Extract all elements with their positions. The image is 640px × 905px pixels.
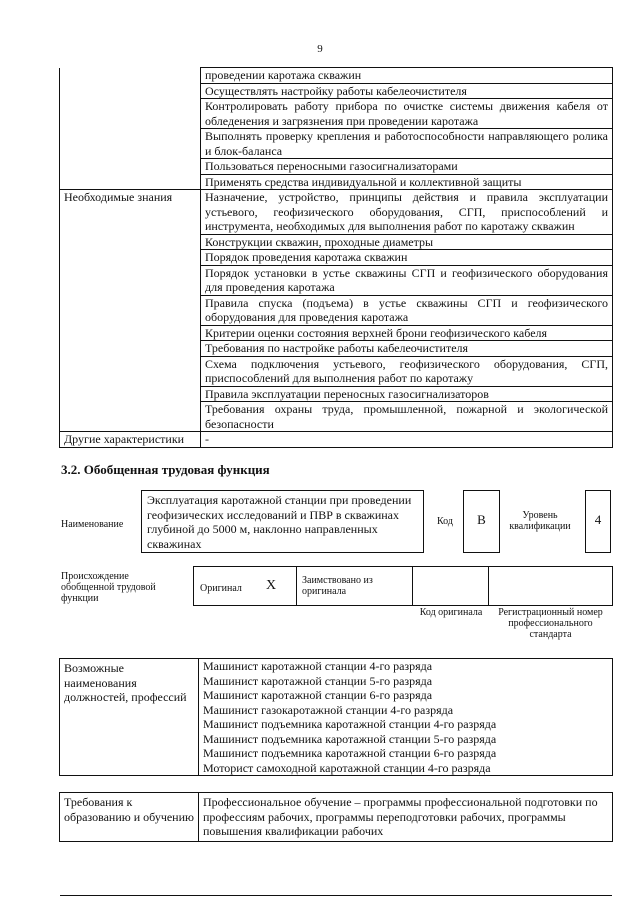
table-row	[60, 295, 613, 325]
row-category: Другие характеристики	[60, 432, 201, 448]
row-description: Конструкции скважин, проходные диаметры	[201, 234, 613, 250]
code-original-caption: Код оригинала	[419, 607, 483, 618]
position-item: Машинист каротажной станции 4-го разряда	[199, 659, 613, 674]
function-name-value: Эксплуатация каротажной станции при проведении геофизических исследований и ПВР в скважинах глубиной до 5000 м, наклонно направленных скважинах	[147, 493, 412, 551]
position-row	[60, 659, 613, 674]
table-row	[60, 174, 613, 190]
origin-label: Происхождение обобщенной трудовой функции	[61, 571, 156, 604]
table-row	[60, 234, 613, 250]
table-row	[60, 402, 613, 432]
borrowed-label: Заимствовано из оригинала	[302, 575, 373, 597]
row-description: Критерии оценки состояния верхней брони геофизического кабеля	[201, 325, 613, 341]
row-category	[60, 129, 201, 159]
positions-table	[59, 658, 613, 776]
position-item: Машинист подъемника каротажной станции 5-го разряда	[199, 732, 613, 747]
position-item: Машинист каротажной станции 6-го разряда	[199, 688, 613, 703]
education-row	[60, 793, 613, 842]
section-title: 3.2. Обобщенная трудовая функция	[61, 462, 270, 477]
row-category	[60, 341, 201, 357]
table-row	[60, 386, 613, 402]
row-category	[60, 386, 201, 402]
row-category	[60, 265, 201, 295]
row-category	[60, 159, 201, 175]
table-row	[60, 432, 613, 448]
code-box	[463, 490, 500, 553]
row-description: -	[201, 432, 613, 448]
reg-number-caption: Регистрационный номер профессионального стандарта	[498, 607, 603, 640]
row-description: Контролировать работу прибора по очистке системы движения кабеля от обледенения и загрязнения при проведении каротажа	[201, 99, 613, 129]
row-description: Требования охраны труда, промышленной, пожарной и экологической безопасности	[201, 402, 613, 432]
table-row	[60, 68, 613, 84]
original-mark: X	[266, 578, 277, 593]
education-table	[59, 792, 613, 842]
row-description: Осуществлять настройку работы кабелеочистителя	[201, 83, 613, 99]
code-label: Код	[437, 516, 453, 527]
origin-borrowed-cell	[296, 566, 413, 606]
position-item: Машинист газокаротажной станции 4-го разряда	[199, 703, 613, 718]
table-row	[60, 356, 613, 386]
row-description: Порядок установки в устье скважины СГП и геофизического оборудования для проведения каротажа	[201, 265, 613, 295]
qualification-level-value: 4	[594, 512, 602, 527]
page-number: 9	[317, 43, 323, 55]
name-label: Наименование	[61, 519, 124, 530]
row-description: Правила спуска (подъема) в устье скважины СГП и геофизического оборудования для проведения каротажа	[201, 295, 613, 325]
origin-code-cell	[412, 566, 489, 606]
row-category	[60, 250, 201, 266]
code-value: B	[477, 512, 486, 527]
table-row	[60, 83, 613, 99]
table-row	[60, 99, 613, 129]
row-category	[60, 99, 201, 129]
row-category	[60, 325, 201, 341]
row-category	[60, 402, 201, 432]
row-description: Требования по настройке работы кабелеочистителя	[201, 341, 613, 357]
position-item: Машинист подъемника каротажной станции 4-го разряда	[199, 717, 613, 732]
table-row	[60, 341, 613, 357]
table-row	[60, 265, 613, 295]
page-bottom-line	[60, 895, 612, 896]
row-description: Порядок проведения каротажа скважин	[201, 250, 613, 266]
row-category	[60, 234, 201, 250]
qualification-level-label: Уровень квалификации	[509, 510, 571, 532]
position-item: Машинист каротажной станции 5-го разряда	[199, 674, 613, 689]
table-row	[60, 159, 613, 175]
row-description: Схема подключения устьевого, геофизического оборудования, СГП, приспособлений для выполнения работ по каротажу	[201, 356, 613, 386]
row-category	[60, 356, 201, 386]
positions-label: Возможные наименования должностей, профессий	[60, 659, 199, 776]
function-name-box	[141, 490, 424, 553]
education-label: Требования к образованию и обучению	[60, 793, 199, 842]
table-row	[60, 129, 613, 159]
row-description: Назначение, устройство, принципы действия и правила эксплуатации устьевого, геофизического оборудования, СГП, приспособлений и инструмента, необходимых для выполнения работ по каротажу скважин	[201, 190, 613, 235]
qualification-level-box	[585, 490, 611, 553]
row-category	[60, 174, 201, 190]
row-category	[60, 83, 201, 99]
position-item: Моторист самоходной каротажной станции 4-го разряда	[199, 761, 613, 776]
origin-reg-cell	[488, 566, 613, 606]
row-description: Пользоваться переносными газосигнализаторами	[201, 159, 613, 175]
origin-original-cell	[193, 566, 297, 606]
row-description: проведении каротажа скважин	[201, 68, 613, 84]
skills-knowledge-table	[59, 67, 613, 448]
table-row	[60, 325, 613, 341]
row-category	[60, 68, 201, 84]
table-row	[60, 190, 613, 235]
row-description: Применять средства индивидуальной и коллективной защиты	[201, 174, 613, 190]
row-description: Выполнять проверку крепления и работоспособности направляющего ролика и блок-баланса	[201, 129, 613, 159]
row-category: Необходимые знания	[60, 190, 201, 235]
table-row	[60, 250, 613, 266]
row-description: Правила эксплуатации переносных газосигнализаторов	[201, 386, 613, 402]
original-label: Оригинал	[200, 583, 242, 594]
position-item: Машинист подъемника каротажной станции 6-го разряда	[199, 746, 613, 761]
row-category	[60, 295, 201, 325]
education-value: Профессиональное обучение – программы профессиональной подготовки по профессиям рабочих, программы переподготовки рабочих, программы повышения квалификации рабочих	[199, 793, 613, 842]
